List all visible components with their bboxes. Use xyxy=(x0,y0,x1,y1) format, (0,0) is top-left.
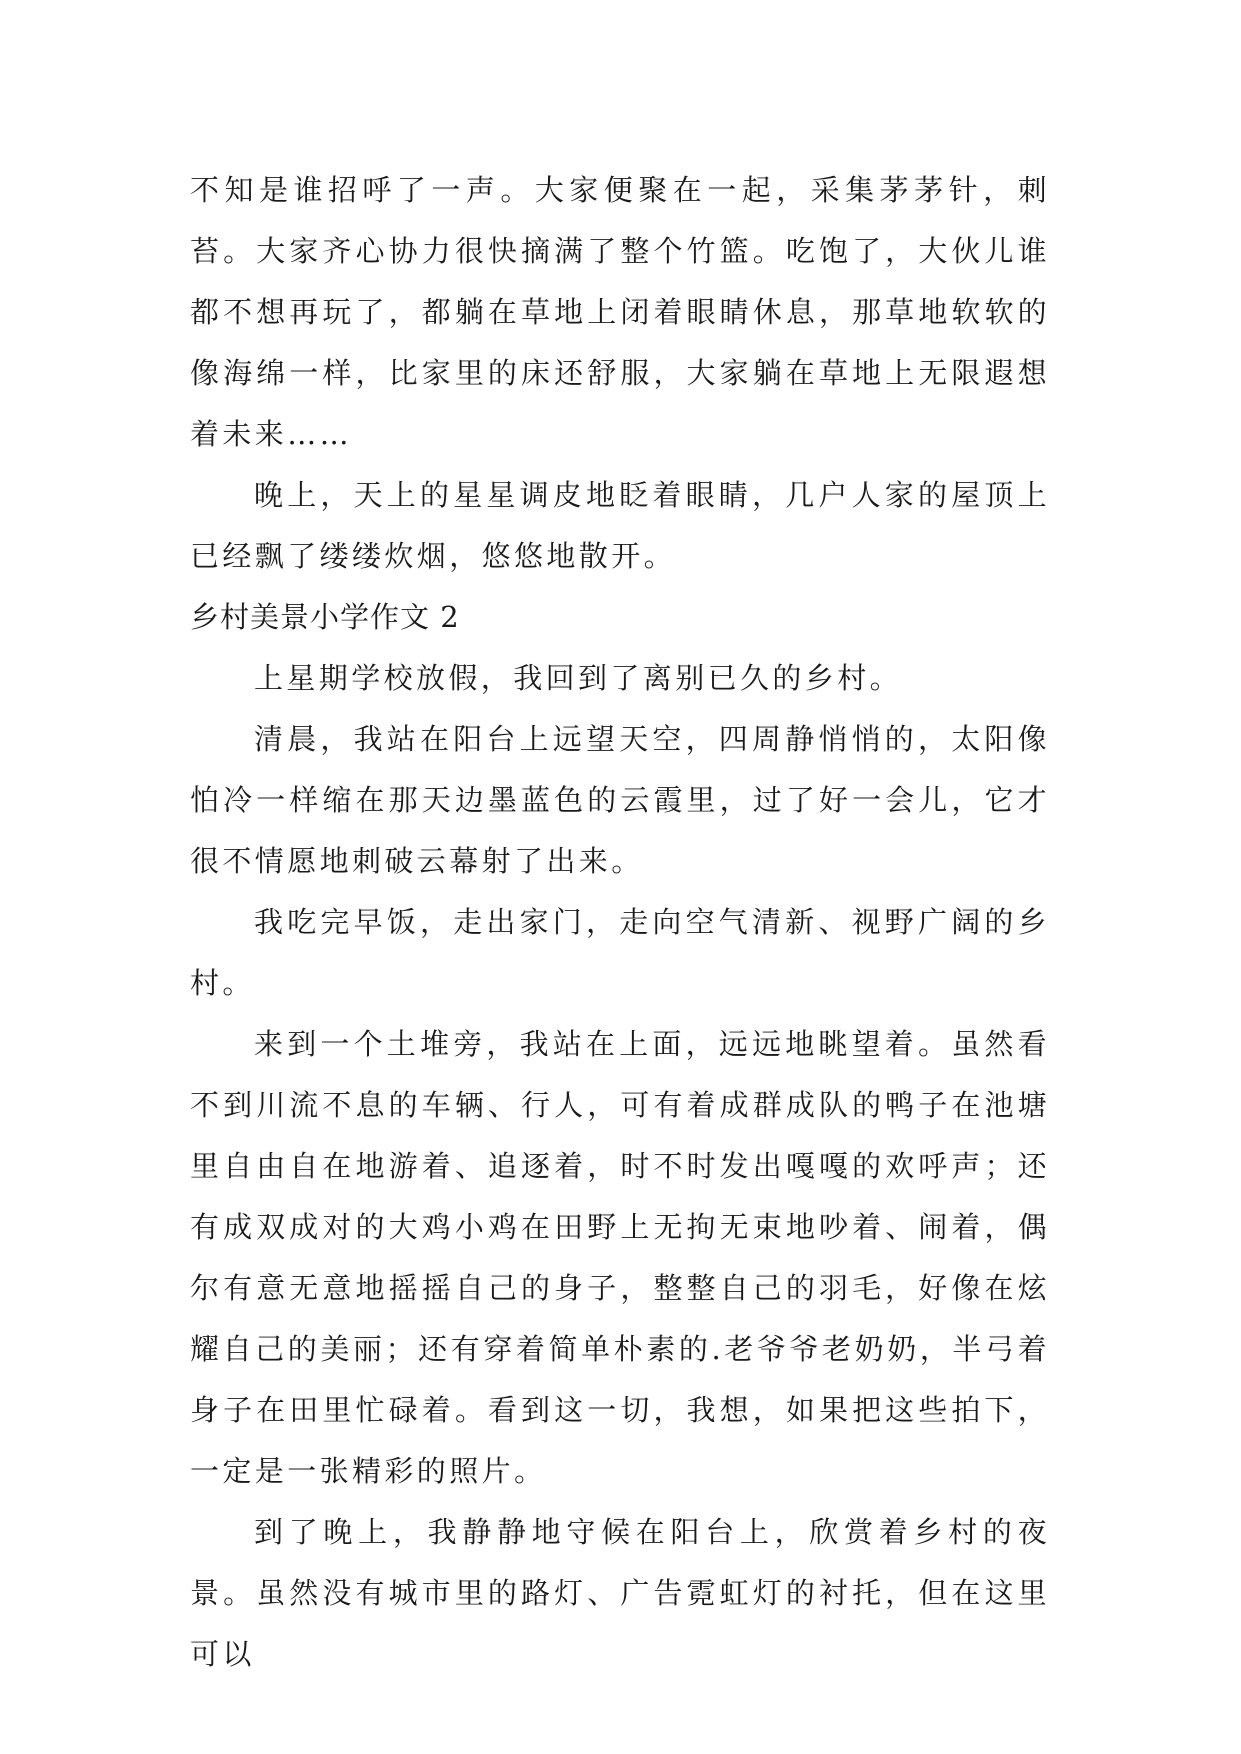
document-body xyxy=(190,160,1050,1685)
paragraph-village-scene: 来到一个土堆旁，我站在上面，远远地眺望着。虽然看不到川流不息的车辆、行人，可有着成群成队的鸭子在池塘里自由自在地游着、追逐着，时不时发出嘎嘎的欢呼声；还有成双成对的大鸡小鸡在田野上无拘无束地吵着、闹着，偶尔有意无意地摇摇自己的身子，整整自己的羽毛，好像在炫耀自己的美丽；还有穿着简单朴素的.老爷爷老奶奶，半弓着身子在田里忙碌着。看到这一切，我想，如果把这些拍下，一定是一张精彩的照片。 xyxy=(190,1027,1050,1488)
paragraph-morning-sun: 清晨，我站在阳台上远望天空，四周静悄悄的，太阳像怕冷一样缩在那天边墨蓝色的云霞里，过了好一会儿，它才很不情愿地刺破云幕射了出来。 xyxy=(190,722,1050,878)
paragraph-after-breakfast: 我吃完早饭，走出家门，走向空气清新、视野广阔的乡村。 xyxy=(190,905,1050,1000)
paragraph-gathering-berries: 不知是谁招呼了一声。大家便聚在一起，采集茅茅针，刺苔。大家齐心协力很快摘满了整个竹篮。吃饱了，大伙儿谁都不想再玩了，都躺在草地上闭着眼睛休息，那草地软软的像海绵一样，比家里的床还舒服，大家躺在草地上无限遐想着未来…… xyxy=(190,173,1050,451)
paragraph-school-holiday: 上星期学校放假，我回到了离别已久的乡村。 xyxy=(254,661,903,695)
essay-heading: 乡村美景小学作文 2 xyxy=(190,600,460,634)
paragraph-night-view: 到了晚上，我静静地守候在阳台上，欣赏着乡村的夜景。虽然没有城市里的路灯、广告霓虹灯的衬托，但在这里可以 xyxy=(190,1515,1050,1671)
paragraph-evening-smoke: 晚上，天上的星星调皮地眨着眼睛，几户人家的屋顶上已经飘了缕缕炊烟，悠悠地散开。 xyxy=(190,478,1050,573)
